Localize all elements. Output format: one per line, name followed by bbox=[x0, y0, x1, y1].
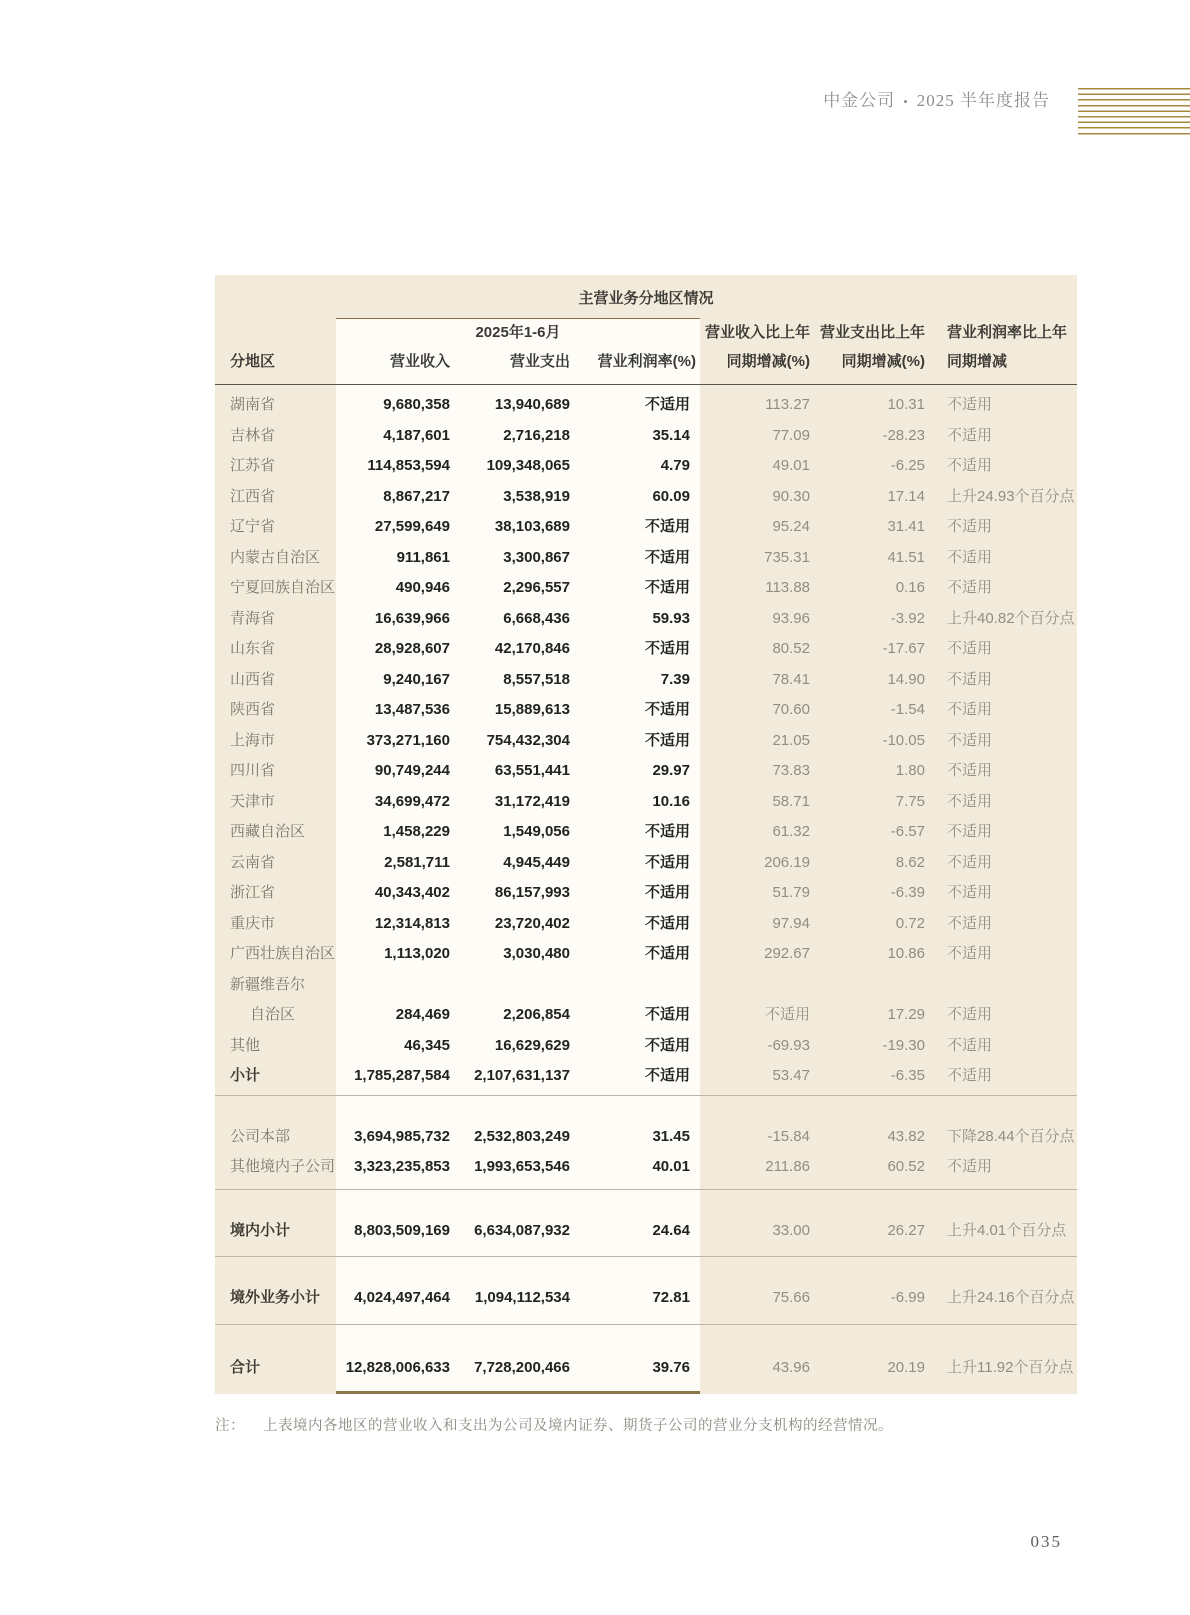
footnote-text: 上表境内各地区的营业收入和支出为公司及境内证券、期货子公司的营业分支机构的经营情况。 bbox=[263, 1418, 893, 1434]
cell-revenue: 28,928,607 bbox=[374, 640, 450, 657]
cell-revenue-yoy: 735.31 bbox=[764, 548, 810, 566]
cell-margin-yoy: 不适用 bbox=[947, 823, 993, 840]
cell-region: 其他境内子公司 bbox=[230, 1158, 336, 1175]
cell-region: 其他 bbox=[230, 1036, 261, 1054]
cell-revenue: 12,314,813 bbox=[374, 914, 450, 932]
column-header-margin: 营业利润率(%) bbox=[597, 353, 696, 370]
cell-expense-yoy: -6.25 bbox=[890, 457, 925, 474]
table-section-company bbox=[215, 1096, 1077, 1189]
cell-expense: 2,107,631,137 bbox=[474, 1067, 570, 1084]
cell-margin: 31.45 bbox=[652, 1127, 690, 1145]
cell-margin-yoy: 不适用 bbox=[947, 426, 993, 444]
cell-margin-yoy: 不适用 bbox=[947, 457, 993, 474]
cell-margin: 不适用 bbox=[644, 1036, 690, 1054]
cell-expense: 2,716,218 bbox=[503, 426, 570, 444]
cell-margin: 59.93 bbox=[652, 609, 690, 627]
cell-margin-yoy: 不适用 bbox=[947, 914, 993, 932]
cell-margin-yoy: 不适用 bbox=[947, 945, 993, 962]
cell-margin-yoy: 不适用 bbox=[947, 884, 993, 901]
table-row bbox=[215, 726, 1077, 757]
cell-expense: 1,549,056 bbox=[503, 823, 570, 840]
cell-revenue-yoy: 292.67 bbox=[764, 945, 810, 962]
cell-region: 宁夏回族自治区 bbox=[230, 579, 336, 596]
cell-region: 合计 bbox=[230, 1358, 261, 1376]
cell-region: 湖南省 bbox=[230, 396, 276, 413]
cell-expense-yoy: 10.31 bbox=[887, 396, 925, 413]
column-header-margin-yoy-line1: 营业利润率比上年 bbox=[947, 324, 1068, 341]
cell-expense-yoy: -6.35 bbox=[890, 1067, 925, 1084]
table-row bbox=[215, 1000, 1077, 1031]
cell-region: 西藏自治区 bbox=[230, 823, 306, 840]
cell-expense-yoy: -28.23 bbox=[882, 426, 925, 444]
cell-region: 公司本部 bbox=[230, 1127, 291, 1145]
cell-margin: 不适用 bbox=[644, 945, 690, 962]
cell-revenue: 4,024,497,464 bbox=[354, 1289, 450, 1306]
cell-revenue: 373,271,160 bbox=[366, 731, 450, 749]
cell-margin bbox=[572, 970, 700, 1001]
cell-expense-yoy: -6.57 bbox=[890, 823, 925, 840]
cell-region: 内蒙古自治区 bbox=[230, 548, 321, 566]
table-header bbox=[215, 275, 1077, 385]
column-group-period: 2025年1-6月 bbox=[475, 324, 561, 341]
cell-margin: 不适用 bbox=[644, 640, 690, 657]
cell-region: 辽宁省 bbox=[230, 518, 276, 535]
cell-margin: 35.14 bbox=[652, 426, 690, 444]
cell-revenue-yoy: 90.30 bbox=[772, 487, 810, 505]
cell-expense: 4,945,449 bbox=[503, 853, 570, 871]
cell-margin-yoy: 不适用 bbox=[947, 1067, 993, 1084]
cell-revenue: 16,639,966 bbox=[374, 609, 450, 627]
table-section-regions bbox=[215, 385, 1077, 1095]
cell-expense-yoy: 7.75 bbox=[895, 792, 925, 810]
cell-margin-yoy: 不适用 bbox=[947, 792, 993, 810]
cell-revenue-yoy: 33.00 bbox=[772, 1221, 810, 1239]
cell-revenue-yoy: 113.88 bbox=[765, 579, 810, 596]
cell-expense: 42,170,846 bbox=[494, 640, 570, 657]
table-row bbox=[215, 573, 1077, 604]
cell-revenue-yoy: 113.27 bbox=[765, 396, 810, 413]
cell-margin-yoy: 不适用 bbox=[947, 1006, 993, 1023]
table-row bbox=[215, 878, 1077, 909]
cell-expense: 15,889,613 bbox=[494, 701, 570, 718]
cell-revenue-yoy: 206.19 bbox=[764, 853, 810, 871]
cell-revenue: 911,861 bbox=[396, 548, 450, 566]
cell-margin: 不适用 bbox=[644, 853, 690, 871]
cell-expense-yoy: -6.99 bbox=[890, 1289, 925, 1306]
cell-margin: 不适用 bbox=[644, 731, 690, 749]
cell-region: 四川省 bbox=[230, 762, 276, 779]
cell-region: 青海省 bbox=[230, 609, 276, 627]
cell-revenue-yoy: 不适用 bbox=[764, 1006, 810, 1023]
cell-revenue-yoy: 77.09 bbox=[772, 426, 810, 444]
cell-margin: 不适用 bbox=[644, 1067, 690, 1084]
region-table bbox=[215, 275, 1077, 1394]
cell-revenue: 2,581,711 bbox=[384, 853, 450, 871]
cell-expense: 63,551,441 bbox=[494, 762, 570, 779]
cell-revenue: 12,828,006,633 bbox=[345, 1358, 450, 1376]
cell-expense-yoy bbox=[812, 970, 927, 1001]
cell-margin: 不适用 bbox=[644, 701, 690, 718]
cell-expense-yoy: -3.92 bbox=[890, 609, 925, 627]
table-row bbox=[215, 970, 1077, 1001]
cell-revenue-yoy: 21.05 bbox=[772, 731, 810, 749]
cell-expense: 3,300,867 bbox=[503, 548, 570, 566]
cell-expense: 3,030,480 bbox=[503, 945, 570, 962]
table-row bbox=[215, 756, 1077, 787]
table-row bbox=[215, 1216, 1077, 1247]
cell-margin-yoy: 不适用 bbox=[947, 548, 993, 566]
table-row bbox=[215, 482, 1077, 513]
cell-region: 自治区 bbox=[250, 1006, 296, 1023]
table-row bbox=[215, 634, 1077, 665]
cell-margin: 不适用 bbox=[644, 1006, 690, 1023]
cell-margin: 不适用 bbox=[644, 548, 690, 566]
cell-margin: 不适用 bbox=[644, 579, 690, 596]
cell-revenue-yoy: 73.83 bbox=[772, 762, 810, 779]
brand-name: 中金公司 bbox=[823, 91, 896, 110]
cell-expense-yoy: 60.52 bbox=[887, 1158, 925, 1175]
bullet-separator: • bbox=[903, 94, 909, 109]
cell-revenue-yoy: 53.47 bbox=[772, 1067, 810, 1084]
cell-revenue-yoy: 95.24 bbox=[772, 518, 810, 535]
cell-revenue: 1,113,020 bbox=[384, 945, 450, 962]
cell-expense-yoy: 0.16 bbox=[895, 579, 925, 596]
table-row bbox=[215, 512, 1077, 543]
table-body bbox=[215, 385, 1077, 1394]
cell-region: 浙江省 bbox=[230, 884, 276, 901]
cell-revenue: 13,487,536 bbox=[374, 701, 450, 718]
cell-expense-yoy: 20.19 bbox=[887, 1358, 925, 1376]
cell-expense: 6,634,087,932 bbox=[474, 1221, 570, 1239]
cell-margin-yoy: 不适用 bbox=[947, 701, 993, 718]
cell-margin: 不适用 bbox=[644, 518, 690, 535]
running-header bbox=[823, 86, 1050, 111]
cell-expense: 2,532,803,249 bbox=[474, 1127, 570, 1145]
cell-revenue-yoy: 97.94 bbox=[772, 914, 810, 932]
table-section-domestic-subtotal bbox=[215, 1190, 1077, 1257]
cell-margin-yoy: 不适用 bbox=[947, 396, 993, 413]
table-row bbox=[215, 1122, 1077, 1153]
cell-expense: 13,940,689 bbox=[494, 396, 570, 413]
cell-margin: 4.79 bbox=[660, 457, 690, 474]
cell-revenue-yoy: 78.41 bbox=[772, 670, 810, 688]
cell-revenue-yoy: -69.93 bbox=[767, 1036, 810, 1054]
cell-revenue-yoy: 49.01 bbox=[772, 457, 810, 474]
cell-margin-yoy: 不适用 bbox=[947, 670, 993, 688]
cell-expense-yoy: -19.30 bbox=[882, 1036, 925, 1054]
cell-revenue: 3,323,235,853 bbox=[354, 1158, 450, 1175]
cell-revenue: 1,458,229 bbox=[383, 823, 450, 840]
cell-revenue-yoy: 51.79 bbox=[772, 884, 810, 901]
cell-margin-yoy: 不适用 bbox=[947, 518, 993, 535]
cell-revenue-yoy: 211.86 bbox=[765, 1158, 810, 1175]
table-row bbox=[215, 787, 1077, 818]
cell-expense: 16,629,629 bbox=[494, 1036, 570, 1054]
cell-expense: 8,557,518 bbox=[503, 670, 570, 688]
cell-expense: 109,348,065 bbox=[486, 457, 570, 474]
cell-revenue: 3,694,985,732 bbox=[354, 1127, 450, 1145]
cell-expense: 86,157,993 bbox=[494, 884, 570, 901]
cell-expense-yoy: 17.14 bbox=[887, 487, 925, 505]
cell-margin: 不适用 bbox=[644, 914, 690, 932]
table-row bbox=[215, 695, 1077, 726]
cell-margin-yoy: 下降28.44个百分点 bbox=[947, 1127, 1075, 1145]
cell-region: 广西壮族自治区 bbox=[230, 945, 336, 962]
cell-region: 山东省 bbox=[230, 640, 276, 657]
cell-margin-yoy: 上升4.01个百分点 bbox=[947, 1221, 1067, 1239]
cell-revenue-yoy: 93.96 bbox=[772, 609, 810, 627]
table-row bbox=[215, 939, 1077, 970]
cell-margin-yoy: 上升11.92个百分点 bbox=[947, 1358, 1074, 1376]
cell-margin-yoy: 不适用 bbox=[947, 731, 993, 749]
cell-margin: 60.09 bbox=[652, 487, 690, 505]
table-row bbox=[215, 1031, 1077, 1062]
cell-margin: 不适用 bbox=[644, 884, 690, 901]
cell-expense: 38,103,689 bbox=[494, 518, 570, 535]
cell-expense-yoy: 14.90 bbox=[887, 670, 925, 688]
column-header-revenue-yoy-line2: 同期增减(%) bbox=[726, 353, 810, 370]
table-row bbox=[215, 1061, 1077, 1092]
cell-expense-yoy: 0.72 bbox=[895, 914, 925, 932]
cell-expense: 3,538,919 bbox=[503, 487, 570, 505]
cell-expense-yoy: 8.62 bbox=[895, 853, 925, 871]
cell-revenue: 8,867,217 bbox=[383, 487, 450, 505]
cell-region: 小计 bbox=[230, 1067, 261, 1084]
page-number: 035 bbox=[1030, 1532, 1062, 1551]
cell-margin-yoy: 不适用 bbox=[947, 640, 993, 657]
cell-margin: 39.76 bbox=[652, 1358, 690, 1376]
table-row bbox=[215, 1283, 1077, 1314]
cell-margin: 24.64 bbox=[652, 1221, 690, 1239]
cell-expense: 1,094,112,534 bbox=[474, 1289, 570, 1306]
table-section-overseas-subtotal bbox=[215, 1257, 1077, 1324]
cell-region: 山西省 bbox=[230, 670, 276, 688]
cell-margin-yoy: 不适用 bbox=[947, 1158, 993, 1175]
cell-revenue: 9,240,167 bbox=[383, 670, 450, 688]
cell-region: 境外业务小计 bbox=[230, 1289, 321, 1306]
cell-revenue: 4,187,601 bbox=[383, 426, 450, 444]
cell-margin-yoy: 不适用 bbox=[947, 762, 993, 779]
cell-revenue-yoy: 61.32 bbox=[772, 823, 810, 840]
cell-expense-yoy: 1.80 bbox=[895, 762, 925, 779]
cell-expense: 23,720,402 bbox=[494, 914, 570, 932]
cell-margin-yoy: 上升40.82个百分点 bbox=[947, 609, 1075, 627]
cell-margin: 40.01 bbox=[652, 1158, 690, 1175]
cell-revenue: 114,853,594 bbox=[367, 457, 450, 474]
table-row bbox=[215, 1152, 1077, 1183]
cell-margin-yoy: 不适用 bbox=[947, 1036, 993, 1054]
cell-revenue-yoy: 58.71 bbox=[772, 792, 810, 810]
cell-margin-yoy: 不适用 bbox=[947, 853, 993, 871]
cell-revenue: 8,803,509,169 bbox=[354, 1221, 450, 1239]
cell-expense: 754,432,304 bbox=[486, 731, 570, 749]
cell-expense: 2,206,854 bbox=[503, 1006, 570, 1023]
cell-expense-yoy: 31.41 bbox=[887, 518, 925, 535]
cell-expense-yoy: 17.29 bbox=[887, 1006, 925, 1023]
cell-region: 上海市 bbox=[230, 731, 276, 749]
cell-expense-yoy: -6.39 bbox=[890, 884, 925, 901]
cell-expense bbox=[452, 970, 572, 1001]
cell-revenue: 284,469 bbox=[395, 1006, 450, 1023]
cell-margin: 72.81 bbox=[652, 1289, 690, 1306]
cell-expense-yoy: -1.54 bbox=[890, 701, 925, 718]
cell-region: 新疆维吾尔 bbox=[230, 975, 306, 993]
table-row bbox=[215, 604, 1077, 635]
report-title: 2025 半年度报告 bbox=[916, 91, 1050, 110]
cell-region: 江西省 bbox=[230, 487, 276, 505]
cell-revenue: 34,699,472 bbox=[374, 792, 450, 810]
column-header-margin-yoy-line2: 同期增减 bbox=[947, 353, 1008, 370]
cell-revenue: 490,946 bbox=[395, 579, 450, 596]
gold-lines-decoration bbox=[1078, 88, 1190, 138]
cell-expense: 1,993,653,546 bbox=[474, 1158, 570, 1175]
table-row bbox=[215, 1353, 1077, 1384]
footnote bbox=[215, 1414, 893, 1435]
cell-region: 江苏省 bbox=[230, 457, 276, 474]
cell-expense: 31,172,419 bbox=[494, 792, 570, 810]
cell-revenue-yoy: 70.60 bbox=[772, 701, 810, 718]
column-header-revenue-yoy-line1: 营业收入比上年 bbox=[704, 324, 810, 341]
table-row bbox=[215, 909, 1077, 940]
table-row bbox=[215, 817, 1077, 848]
cell-revenue-yoy: 80.52 bbox=[772, 640, 810, 657]
cell-expense-yoy: -10.05 bbox=[882, 731, 925, 749]
cell-margin-yoy bbox=[927, 970, 1077, 1001]
cell-revenue-yoy: 75.66 bbox=[772, 1289, 810, 1306]
cell-region: 陕西省 bbox=[230, 701, 276, 718]
cell-expense-yoy: 26.27 bbox=[887, 1221, 925, 1239]
cell-region: 境内小计 bbox=[230, 1221, 291, 1239]
cell-revenue: 90,749,244 bbox=[374, 762, 450, 779]
table-row bbox=[215, 665, 1077, 696]
cell-region: 重庆市 bbox=[230, 914, 276, 932]
table-title: 主营业务分地区情况 bbox=[578, 290, 714, 307]
column-header-revenue: 营业收入 bbox=[389, 353, 450, 370]
cell-expense: 2,296,557 bbox=[503, 579, 570, 596]
cell-revenue: 27,599,649 bbox=[374, 518, 450, 535]
cell-revenue-yoy: -15.84 bbox=[767, 1127, 810, 1145]
cell-revenue-yoy: 43.96 bbox=[772, 1358, 810, 1376]
column-header-expense-yoy-line2: 同期增减(%) bbox=[841, 353, 925, 370]
cell-revenue-yoy bbox=[700, 970, 812, 1001]
cell-margin-yoy: 上升24.93个百分点 bbox=[947, 487, 1075, 505]
cell-revenue: 46,345 bbox=[404, 1036, 450, 1054]
cell-expense: 6,668,436 bbox=[503, 609, 570, 627]
cell-revenue: 9,680,358 bbox=[383, 396, 450, 413]
table-section-total bbox=[215, 1325, 1077, 1395]
cell-expense: 7,728,200,466 bbox=[474, 1358, 570, 1376]
cell-region: 云南省 bbox=[230, 853, 276, 871]
cell-margin: 29.97 bbox=[652, 762, 690, 779]
table-row bbox=[215, 421, 1077, 452]
cell-expense-yoy: 10.86 bbox=[887, 945, 925, 962]
table-row bbox=[215, 543, 1077, 574]
cell-margin-yoy: 上升24.16个百分点 bbox=[947, 1289, 1075, 1306]
table-row bbox=[215, 451, 1077, 482]
table-row bbox=[215, 390, 1077, 421]
cell-revenue bbox=[336, 970, 452, 1001]
table-row bbox=[215, 848, 1077, 879]
cell-region: 天津市 bbox=[230, 792, 276, 810]
cell-margin: 不适用 bbox=[644, 823, 690, 840]
column-header-expense: 营业支出 bbox=[509, 353, 570, 370]
cell-expense-yoy: 43.82 bbox=[887, 1127, 925, 1145]
cell-margin-yoy: 不适用 bbox=[947, 579, 993, 596]
cell-expense-yoy: -17.67 bbox=[882, 640, 925, 657]
footnote-label: 注： bbox=[215, 1418, 245, 1434]
cell-revenue: 1,785,287,584 bbox=[354, 1067, 450, 1084]
cell-revenue: 40,343,402 bbox=[374, 884, 450, 901]
cell-expense-yoy: 41.51 bbox=[887, 548, 925, 566]
column-header-expense-yoy-line1: 营业支出比上年 bbox=[819, 324, 925, 341]
cell-region: 吉林省 bbox=[230, 426, 276, 444]
cell-margin: 10.16 bbox=[652, 792, 690, 810]
column-header-region: 分地区 bbox=[230, 353, 276, 370]
cell-margin: 7.39 bbox=[660, 670, 690, 688]
cell-margin: 不适用 bbox=[644, 396, 690, 413]
